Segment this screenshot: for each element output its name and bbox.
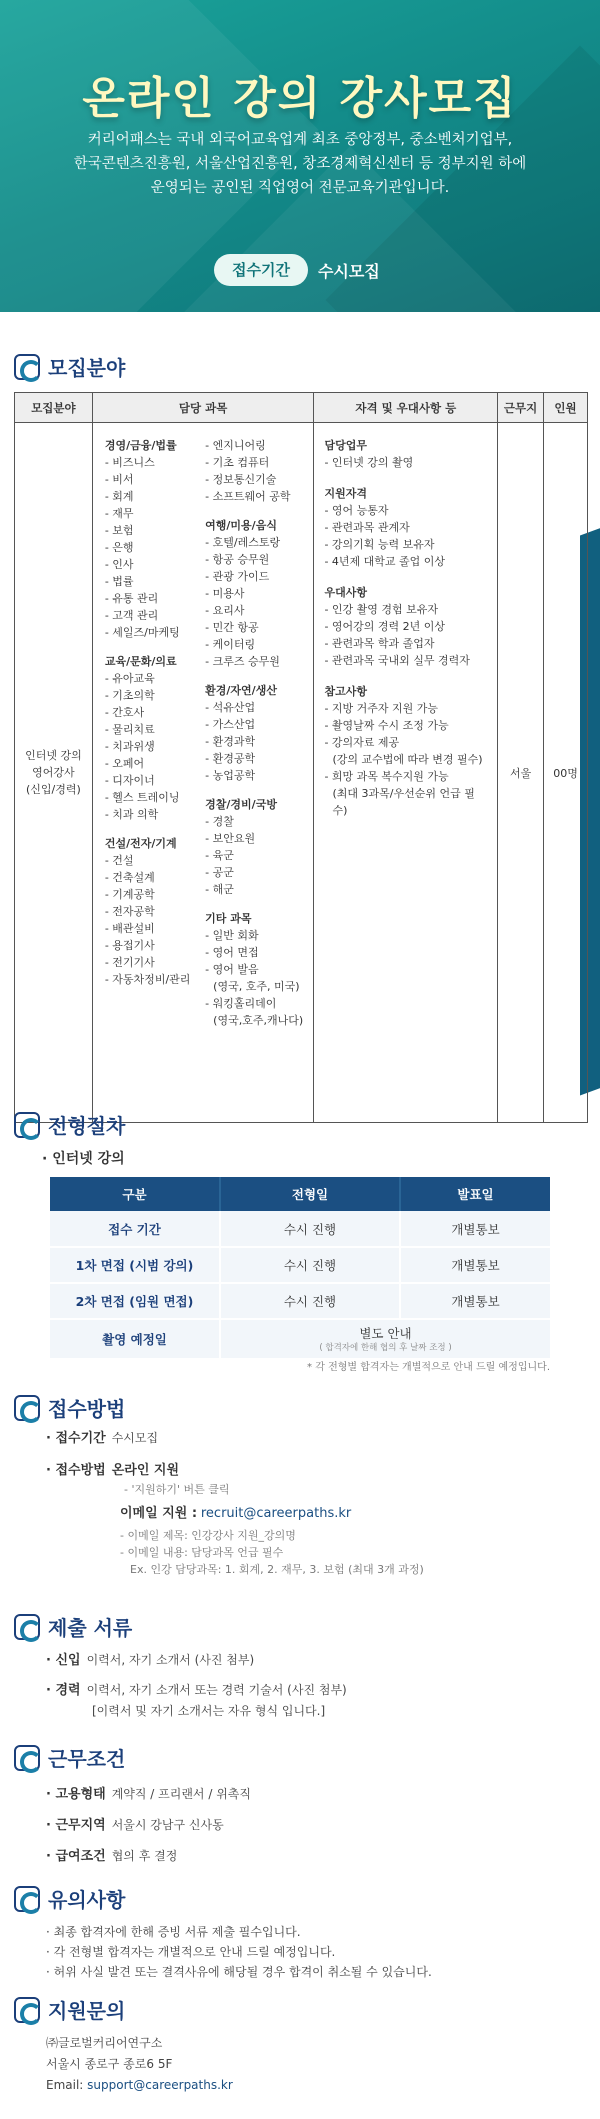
contact-info (46, 2033, 233, 2096)
contact-org: ㈜글로벌커리어연구소 (46, 2036, 163, 2050)
email-link[interactable]: support@careerpaths.kr (87, 2078, 233, 2092)
list-item: - 은행 (104, 541, 134, 554)
apply-email-notes: - 이메일 제목: 인강강사 지원_강의명 - 이메일 내용: 담당과목 언급 필수 Ex. 인강 담당과목: 1. 회계, 2. 재무, 3. 보험 (최대 3개 과정) (120, 1529, 424, 1576)
qualification-cell (314, 423, 498, 1123)
group-title: 교육/문화/의료 (104, 655, 177, 668)
condition-area: · 근무지역 서울시 강남구 신사동 (46, 1818, 224, 1833)
list-item: · 허위 사실 발견 또는 결격사유에 해당될 경우 합격이 취소될 수 있습니다. (46, 1965, 432, 1979)
group-title: 우대사항 (324, 586, 367, 599)
group-title: 기타 과목 (205, 912, 252, 925)
list-item: - 전기기사 (104, 956, 155, 969)
section-heading-apply: 접수방법 (14, 1393, 125, 1422)
hero-description: 커리어패스는 국내 외국어교육업계 최초 중앙정부, 중소벤처기업부, 한국콘텐츠진흥원, 서울산업진흥원, 창조경제혁신센터 등 정부지원 하에 운영되는 공인된 직업영어 전문교육기관입니다. (73, 132, 527, 196)
list-item: - 농업공학 (205, 769, 256, 782)
qualification-list (314, 423, 497, 833)
email-link[interactable]: recruit@careerpaths.kr (200, 1506, 352, 1521)
list-item: - 인강 촬영 경험 보유자 (324, 603, 439, 616)
period-badge (214, 254, 380, 286)
group-title: 여행/미용/음식 (205, 519, 277, 532)
list-item: - 고객 관리 (104, 609, 159, 622)
list-item: - 물리치료 (104, 723, 155, 736)
list-item: - 민간 항공 (205, 621, 259, 634)
list-item: - 배관설비 (104, 922, 155, 935)
docs-new: · 신입 이력서, 자기 소개서 (사진 첨부) (46, 1653, 255, 1668)
list-item: - 영어 능통자 (324, 504, 389, 517)
table-row: 촬영 예정일 별도 안내 ( 합격자에 한해 협의 후 날짜 조정 ) (50, 1319, 550, 1359)
list-item: - 오페어 (104, 757, 145, 770)
subjects-column (205, 437, 305, 1029)
section-heading-conditions: 근무조건 (14, 1743, 125, 1772)
procedure-subtitle: · 인터넷 강의 (42, 1151, 125, 1167)
subjects-cell (92, 423, 314, 1123)
list-item: - 관련과목 학과 졸업자 (324, 637, 435, 650)
table-header: 인원 (544, 393, 588, 423)
list-item: - 강의기획 능력 보유자 (324, 538, 435, 551)
list-item: - 회계 (104, 490, 134, 503)
list-item: - 보안요원 (205, 832, 256, 845)
list-item: - 촬영날짜 수시 조정 가능 (324, 719, 449, 732)
apply-period: · 접수기간 수시모집 (46, 1431, 159, 1446)
category-cell: 인터넷 강의 영어강사 (신입/경력) (15, 423, 93, 1123)
list-item: - 유아교육 (104, 672, 155, 685)
list-item: - 용접기사 (104, 939, 155, 952)
list-item: - 유통 관리 (104, 592, 159, 605)
list-item: - 헬스 트레이닝 (104, 791, 180, 804)
contact-email: Email: support@careerpaths.kr (46, 2078, 233, 2092)
list-item: - 크루즈 승무원 (205, 655, 280, 668)
logo-c-icon (14, 1614, 40, 1640)
table-header: 전형일 (220, 1177, 400, 1211)
group-title: 참고사항 (324, 685, 367, 698)
list-item: - 건축설계 (104, 871, 155, 884)
list-item: - 재무 (104, 507, 134, 520)
condition-pay: · 급여조건 협의 후 결정 (46, 1849, 178, 1864)
list-item: - 법률 (104, 575, 134, 588)
table-row: 1차 면접 (시범 강의) 수시 진행 개별통보 (50, 1247, 550, 1283)
group-title: 담당업무 (324, 439, 367, 452)
docs-exp: · 경력 이력서, 자기 소개서 또는 경력 기술서 (사진 첨부) (46, 1683, 347, 1698)
hero-banner (0, 0, 600, 312)
list-item: (최대 3과목/우선순위 언급 필수) (332, 787, 475, 817)
section-heading-procedure: 전형절차 (14, 1110, 125, 1139)
apply-method-note: - '지원하기' 버튼 클릭 (124, 1483, 230, 1496)
list-item: - 자동차정비/관리 (104, 973, 191, 986)
table-header: 모집분야 (15, 393, 93, 423)
list-item: - 관련과목 관계자 (324, 521, 410, 534)
logo-c-icon (14, 1112, 40, 1138)
list-item: - 인사 (104, 558, 134, 571)
procedure-table (50, 1177, 550, 1360)
list-item: - 호텔/레스토랑 (205, 536, 281, 549)
list-item: (영국, 호주, 미국) (213, 980, 300, 993)
list-item: (강의 교수법에 따라 변경 필수) (332, 753, 483, 766)
table-header: 발표일 (400, 1177, 550, 1211)
logo-c-icon (14, 1997, 40, 2023)
list-item: - 보험 (104, 524, 134, 537)
list-item: - 석유산업 (205, 701, 256, 714)
period-value: 수시모집 (317, 261, 380, 281)
list-item: - 비서 (104, 473, 134, 486)
subjects-column (105, 437, 205, 1029)
apply-email: 이메일 지원 : recruit@careerpaths.kr (120, 1506, 352, 1521)
count-cell: 00명 (544, 423, 588, 1123)
list-item: - 기초의학 (104, 689, 155, 702)
list-item: - 관광 가이드 (205, 570, 270, 583)
group-title: 지원자격 (324, 487, 367, 500)
list-item: - 일반 회화 (205, 929, 259, 942)
table-row: 2차 면접 (임원 면접) 수시 진행 개별통보 (50, 1283, 550, 1319)
list-item: - 지방 거주자 지원 가능 (324, 702, 439, 715)
list-item: - 기계공학 (104, 888, 155, 901)
list-item: - 엔지니어링 (205, 439, 266, 452)
list-item: - 가스산업 (205, 718, 256, 731)
group-title: 경찰/경비/국방 (205, 798, 277, 811)
group-title: 환경/자연/생산 (205, 684, 277, 697)
list-item: - 치과위생 (104, 740, 155, 753)
list-item: - 4년제 대학교 졸업 이상 (324, 555, 446, 568)
list-item: - 영어 발음 (205, 963, 259, 976)
list-item: - 기초 컴퓨터 (205, 456, 270, 469)
list-item: - 요리사 (205, 604, 245, 617)
list-item: - 환경과학 (205, 735, 256, 748)
list-item: · 각 전형별 합격자는 개별적으로 안내 드릴 예정입니다. (46, 1945, 336, 1959)
logo-c-icon (14, 1395, 40, 1421)
list-item: - 희망 과목 복수지원 가능 (324, 770, 449, 783)
list-item: - 전자공학 (104, 905, 155, 918)
section-heading-notice: 유의사항 (14, 1884, 125, 1913)
list-item: · 최종 합격자에 한해 증빙 서류 제출 필수입니다. (46, 1925, 301, 1939)
list-item: - 건설 (104, 854, 134, 867)
list-item: - 공군 (205, 866, 234, 879)
table-header: 근무지 (498, 393, 544, 423)
docs-note: [이력서 및 자기 소개서는 자유 형식 입니다.] (92, 1704, 326, 1718)
list-item: - 간호사 (104, 706, 145, 719)
group-title: 건설/전자/기계 (104, 837, 177, 850)
contact-address: 서울시 종로구 종로6 5F (46, 2057, 173, 2071)
list-item: - 비즈니스 (104, 456, 155, 469)
list-item: - 항공 승무원 (205, 553, 270, 566)
logo-c-icon (14, 354, 40, 380)
list-item: - 워킹홀리데이 (205, 997, 277, 1010)
list-item: - 해군 (205, 883, 234, 896)
list-item: - 환경공학 (205, 752, 256, 765)
condition-type: · 고용형태 계약직 / 프리랜서 / 위촉직 (46, 1787, 251, 1802)
apply-method: · 접수방법 온라인 지원 (46, 1463, 180, 1478)
list-item: - 경찰 (205, 815, 234, 828)
logo-c-icon (14, 1886, 40, 1912)
list-item: - 소프트웨어 공학 (205, 490, 291, 503)
table-header: 구분 (50, 1177, 220, 1211)
list-item: - 미용사 (205, 587, 245, 600)
list-item: - 육군 (205, 849, 234, 862)
procedure-note: * 각 전형별 합격자는 개별적으로 안내 드릴 예정입니다. (307, 1362, 550, 1373)
list-item: - 인터넷 강의 촬영 (324, 456, 414, 469)
list-item: - 정보통신기술 (205, 473, 277, 486)
table-header: 자격 및 우대사항 등 (314, 393, 498, 423)
section-heading-docs: 제출 서류 (14, 1612, 132, 1641)
logo-c-icon (14, 1745, 40, 1771)
group-title: 경영/금융/법률 (104, 439, 177, 452)
list-item: - 케이터링 (205, 638, 256, 651)
location-cell: 서울 (498, 423, 544, 1123)
notice-list (46, 1922, 432, 1982)
section-heading-contact: 지원문의 (14, 1995, 125, 2024)
list-item: - 디자이너 (104, 774, 155, 787)
list-item: - 영어 면접 (205, 946, 259, 959)
period-label: 접수기간 (214, 254, 308, 286)
list-item: - 영어강의 경력 2년 이상 (324, 620, 446, 633)
list-item: - 관련과목 국내외 실무 경력자 (324, 654, 470, 667)
list-item: - 세일즈/마케팅 (104, 626, 180, 639)
table-row: 접수 기간 수시 진행 개별통보 (50, 1211, 550, 1247)
table-header: 담당 과목 (92, 393, 314, 423)
list-item: - 치과 의학 (104, 808, 159, 821)
list-item: (영국,호주,캐나다) (213, 1014, 304, 1027)
page-title: 온라인 강의 강사모집 (82, 73, 518, 124)
section-heading-recruit: 모집분야 (14, 352, 125, 381)
recruit-table (14, 392, 588, 1123)
list-item: - 강의자료 제공 (324, 736, 400, 749)
